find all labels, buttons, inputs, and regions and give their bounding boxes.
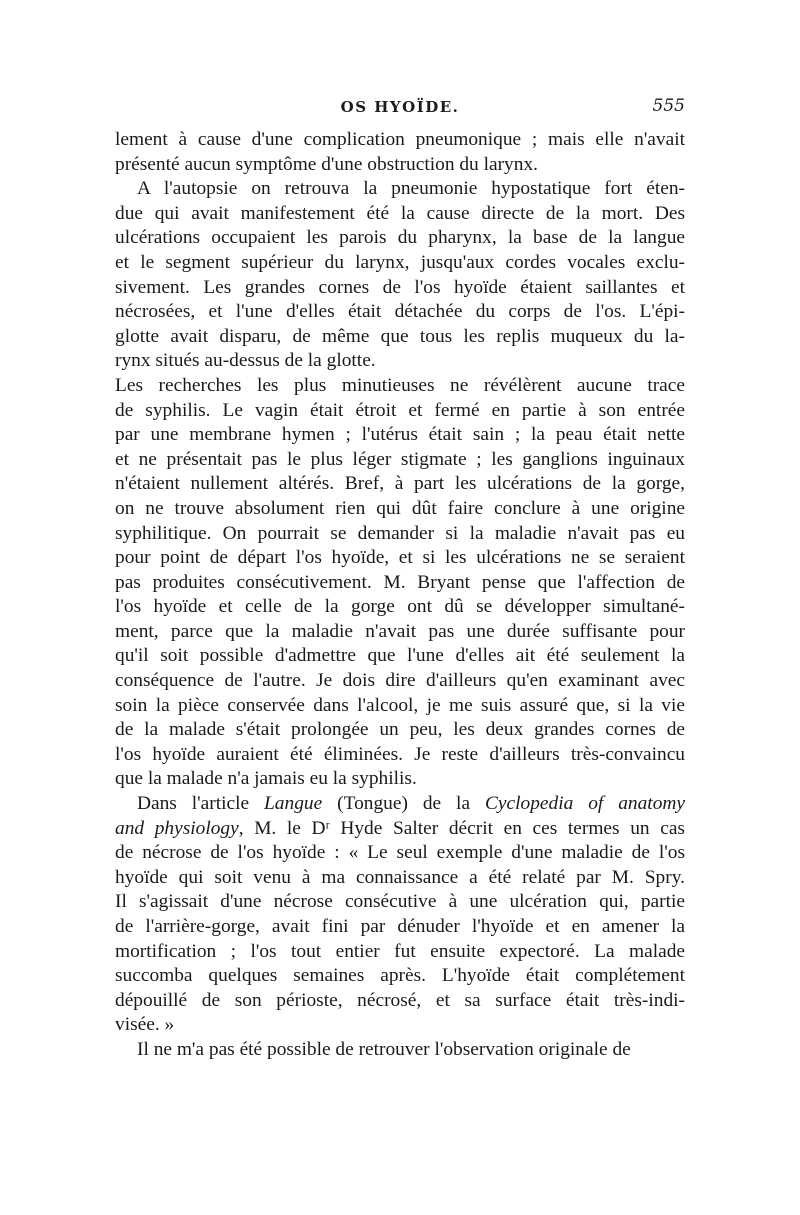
text-line (115, 890, 685, 915)
text-segment: succomba quelques semaines après. L'hyoïde était complétement (115, 965, 685, 987)
running-head (115, 96, 685, 120)
text-line (115, 940, 685, 965)
paragraph (115, 1038, 685, 1063)
text-line: de syphilis. Le vagin était étroit et fermé en partie à son entrée (115, 399, 685, 421)
text-line: Il ne m'a pas été possible de retrouver l'observation originale de (137, 1038, 631, 1060)
text-line: nécrosées, et l'une d'elles était détachée du corps de l'os. L'épi- (115, 301, 685, 323)
italic-text: Langue (264, 793, 323, 815)
text-line: on ne trouve absolument rien qui dût faire conclure à une origine (115, 497, 685, 519)
text-segment: , M. le Dʳ Hyde Salter décrit en ces termes un cas (238, 817, 685, 839)
text-line: soin la pièce conservée dans l'alcool, je me suis assuré que, si la vie (115, 694, 685, 716)
text-segment: mortification ; l'os tout entier fut ensuite expectoré. La malade (115, 940, 685, 962)
text-line (115, 1013, 685, 1038)
text-line: glotte avait disparu, de même que tous les replis muqueux du la- (115, 325, 685, 347)
paragraph (115, 792, 685, 1038)
text-segment: dépouillé de son périoste, nécrosé, et sa surface était très-indi- (115, 989, 685, 1011)
text-line: pour point de départ l'os hyoïde, et si les ulcérations ne se seraient (115, 547, 685, 569)
text-line: pas produites consécutivement. M. Bryant pense que l'affection de (115, 571, 685, 593)
text-segment: de l'arrière-gorge, avait fini par dénuder l'hyoïde et en amener la (115, 916, 685, 937)
text-line: A l'autopsie on retrouva la pneumonie hypostatique fort éten- (137, 178, 685, 200)
text-segment: (Tongue) de la (322, 793, 485, 815)
italic-text: and physiology (115, 817, 239, 839)
text-line: que la malade n'a jamais eu la syphilis. (115, 768, 417, 790)
text-line (115, 866, 685, 891)
text-line (115, 792, 685, 817)
text-line: syphilitique. On pourrait se demander si la maladie n'avait pas eu (115, 522, 685, 544)
text-line: l'os hyoïde et celle de la gorge ont dû se développer simultané- (115, 596, 685, 618)
text-line (115, 964, 685, 989)
page-number: 555 (652, 96, 685, 116)
text-line: conséquence de l'autre. Je dois dire d'ailleurs qu'en examinant avec (115, 670, 685, 692)
text-line: due qui avait manifestement été la cause directe de la mort. Des (115, 202, 685, 224)
paragraph (115, 374, 685, 792)
text-line: par une membrane hymen ; l'utérus était sain ; la peau était nette (115, 424, 685, 446)
text-line: de la malade s'était prolongée un peu, les deux grandes cornes de (115, 719, 685, 741)
text-line: lement à cause d'une complication pneumonique ; mais elle n'avait (115, 129, 685, 150)
text-line: ment, parce que la maladie n'avait pas une durée suffisante pour (115, 620, 685, 642)
text-segment: visée. » (115, 1014, 175, 1036)
book-page (115, 96, 685, 1063)
text-segment: hyoïde qui soit venu à ma connaissance a été relaté par M. Spry. (115, 866, 685, 888)
text-segment: de nécrose de l'os hyoïde : « Le seul exemple d'une maladie de l'os (115, 842, 685, 864)
text-line (115, 817, 685, 842)
body-text (115, 128, 685, 1063)
text-line: l'os hyoïde auraient été éliminées. Je reste d'ailleurs très-convaincu (115, 743, 685, 765)
text-line: qu'il soit possible d'admettre que l'une d'elles ait été seulement la (115, 645, 685, 667)
text-line: et ne présentait pas le plus léger stigmate ; les ganglions inguinaux (115, 448, 685, 470)
text-line (115, 841, 685, 866)
paragraph (115, 177, 685, 374)
text-line: et le segment supérieur du larynx, jusqu'aux cordes vocales exclu- (115, 251, 685, 273)
text-line: ulcérations occupaient les parois du pharynx, la base de la langue (115, 227, 685, 249)
text-line: Les recherches les plus minutieuses ne révélèrent aucune trace (115, 374, 685, 396)
text-line: rynx situés au-dessus de la glotte. (115, 350, 376, 372)
text-line (115, 915, 685, 940)
text-segment: Il s'agissait d'une nécrose consécutive à une ulcération qui, partie (115, 891, 685, 913)
text-line: présenté aucun symptôme d'une obstruction du larynx. (115, 153, 538, 175)
italic-text: Cyclopedia of anatomy (484, 793, 685, 815)
text-line: sivement. Les grandes cornes de l'os hyoïde étaient saillantes et (115, 276, 685, 298)
text-line: n'étaient nullement altérés. Bref, à part les ulcérations de la gorge, (115, 473, 685, 495)
running-title: OS HYOÏDE. (340, 98, 460, 116)
text-line (115, 989, 685, 1014)
paragraph (115, 128, 685, 177)
text-segment: Dans l'article (137, 793, 265, 815)
